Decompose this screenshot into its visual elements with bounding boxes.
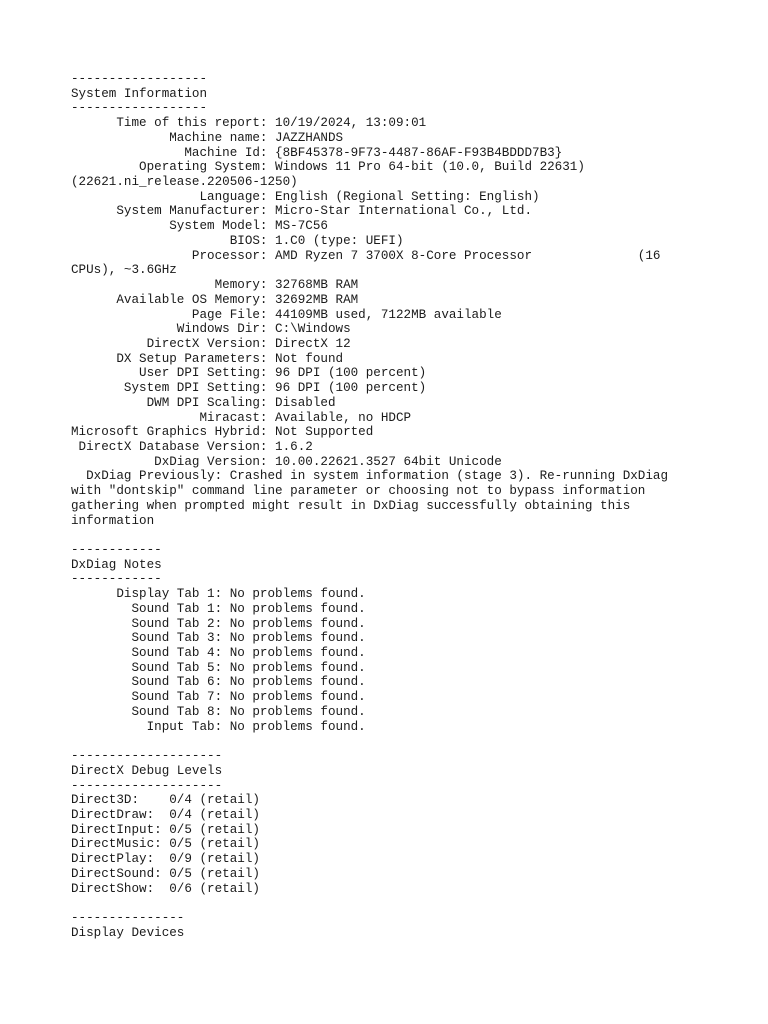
report-line: Display Tab 1: No problems found. [71,587,366,602]
report-line: Input Tab: No problems found. [71,719,366,734]
report-line: DirectInput: 0/5 (retail) [71,822,260,837]
report-line: DirectPlay: 0/9 (retail) [71,852,260,867]
report-line: System DPI Setting: 96 DPI (100 percent) [71,381,427,396]
report-line: information [71,513,155,528]
report-line: Sound Tab 6: No problems found. [71,675,366,690]
report-line: DirectX Database Version: 1.6.2 [71,439,313,454]
report-line: DxDiag Notes [71,557,162,572]
report-line: DirectSound: 0/5 (retail) [71,866,260,881]
report-line: CPUs), ~3.6GHz [71,263,177,278]
report-line: Time of this report: 10/19/2024, 13:09:01 [71,116,427,131]
report-line: Machine Id: {8BF45378-9F73-4487-86AF-F93B4BDDD7B3} [71,145,563,160]
report-line: System Model: MS-7C56 [71,219,328,234]
report-line: DirectX Debug Levels [71,763,223,778]
report-line: ------------------ [71,101,208,116]
report-line [71,734,668,749]
report-line: --------------- [71,910,185,925]
report-line: DX Setup Parameters: Not found [71,351,344,366]
report-line: System Manufacturer: Micro-Star International Co., Ltd. [71,204,533,219]
report-line: System Information [71,86,208,101]
report-line: Display Devices [71,925,185,940]
report-line: Page File: 44109MB used, 7122MB available [71,307,502,322]
report-line: Sound Tab 1: No problems found. [71,601,366,616]
report-line: Memory: 32768MB RAM [71,278,359,293]
report-line: DirectMusic: 0/5 (retail) [71,837,260,852]
report-line: Available OS Memory: 32692MB RAM [71,292,359,307]
report-line: Sound Tab 3: No problems found. [71,631,366,646]
report-line: DxDiag Previously: Crashed in system information (stage 3). Re-running DxDiag [71,469,669,484]
report-line: Microsoft Graphics Hybrid: Not Supported [71,425,374,440]
report-line: DirectX Version: DirectX 12 [71,336,351,351]
report-line: gathering when prompted might result in DxDiag successfully obtaining this [71,498,631,513]
report-line: DirectDraw: 0/4 (retail) [71,807,260,822]
report-line: Sound Tab 7: No problems found. [71,690,366,705]
report-line: Miracast: Available, no HDCP [71,410,412,425]
report-line [71,896,668,911]
report-line: User DPI Setting: 96 DPI (100 percent) [71,366,427,381]
report-line: -------------------- [71,778,223,793]
report-line: Operating System: Windows 11 Pro 64-bit (10.0, Build 22631) [71,160,585,175]
report-line: (22621.ni_release.220506-1250) [71,175,298,190]
report-line: Language: English (Regional Setting: English) [71,189,540,204]
report-line: ------------ [71,572,162,587]
report-line: Direct3D: 0/4 (retail) [71,793,260,808]
report-line: ------------------ [71,72,208,86]
report-line: -------------------- [71,749,223,764]
report-line: DirectShow: 0/6 (retail) [71,881,260,896]
report-line: Sound Tab 2: No problems found. [71,616,366,631]
report-line: DWM DPI Scaling: Disabled [71,395,336,410]
report-line: Machine name: JAZZHANDS [71,130,344,145]
dxdiag-report [71,72,668,940]
report-line: with "dontskip" command line parameter or choosing not to bypass information [71,484,646,499]
report-line: Sound Tab 5: No problems found. [71,660,366,675]
report-line [71,528,668,543]
report-line: BIOS: 1.C0 (type: UEFI) [71,233,404,248]
report-line: DxDiag Version: 10.00.22621.3527 64bit Unicode [71,454,502,469]
report-line: Sound Tab 4: No problems found. [71,646,366,661]
report-line: Sound Tab 8: No problems found. [71,704,366,719]
report-line: Windows Dir: C:\Windows [71,322,351,337]
report-line: Processor: AMD Ryzen 7 3700X 8-Core Processor (16 [71,248,661,263]
report-line: ------------ [71,543,162,557]
